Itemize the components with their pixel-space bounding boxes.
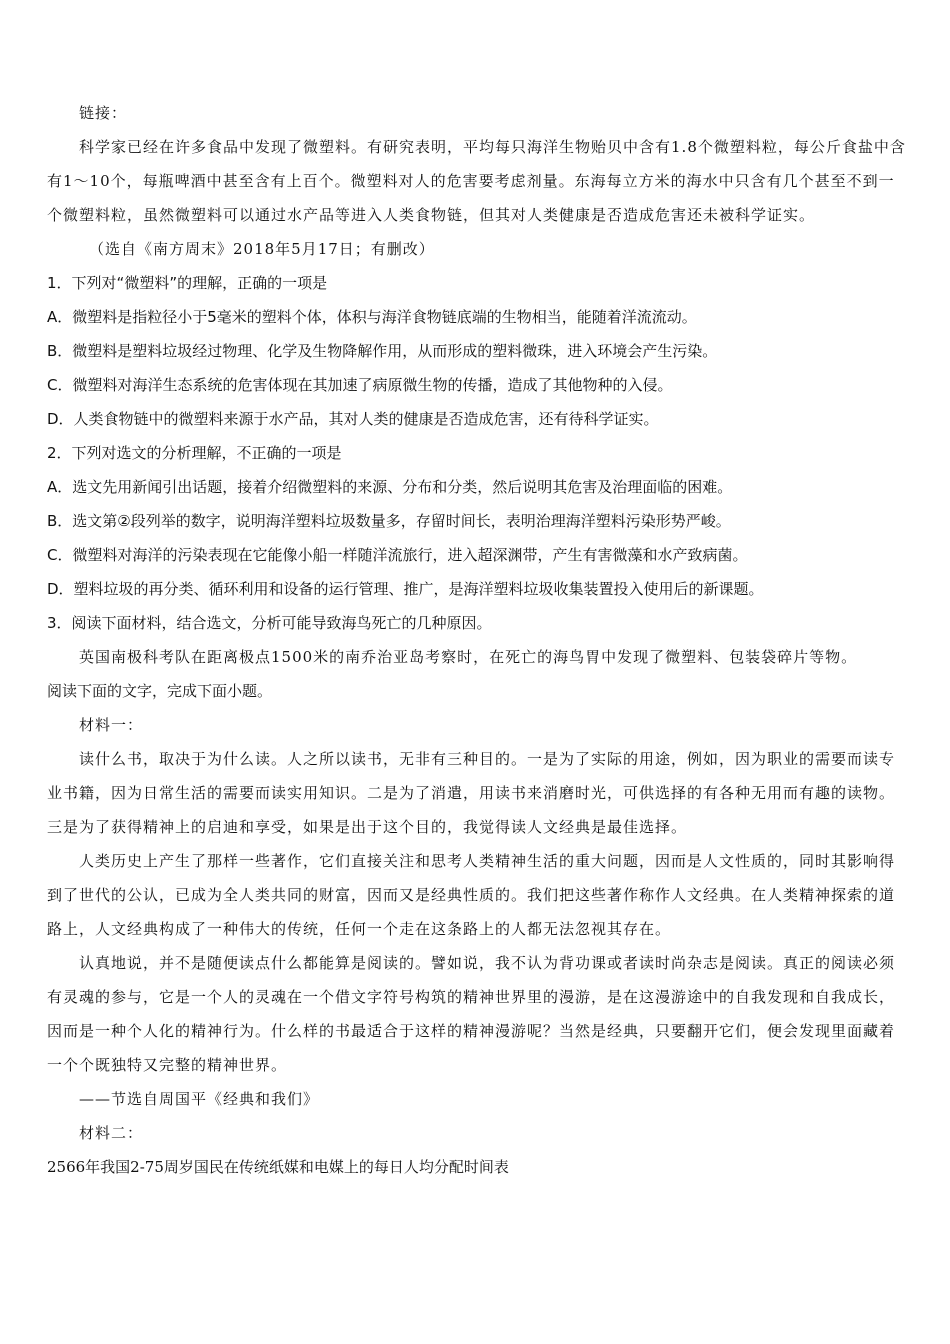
question-2-option-c: C．微塑料对海洋的污染表现在它能像小船一样随洋流旅行，进入超深渊带，产生有害微藻和水产致病菌。 xyxy=(47,546,748,564)
question-1-option-a: A．微塑料是指粒径小于5毫米的塑料个体，体积与海洋食物链底端的生物相当，能随着洋流流动。 xyxy=(47,308,697,326)
material-1-attribution: ——节选自周国平《经典和我们》 xyxy=(79,1090,320,1108)
material-1-heading: 材料一： xyxy=(79,716,144,734)
question-2-option-d: D．塑料垃圾的再分类、循环利用和设备的运行管理、推广，是海洋塑料垃圾收集装置投入使用后的新课题。 xyxy=(47,580,764,598)
material-1-paragraph-2: 人类历史上产生了那样一些著作，它们直接关注和思考人类精神生活的重大问题，因而是人文性质的，同时其影响得到了世代的公认，已成为全人类共同的财富，因而又是经典性质的。我们把这些著作称作人文经典。在人类精神探索的道路上，人文经典构成了一种伟大的传统，任何一个走在这条路上的人都无法忽视其存在。 xyxy=(47,852,896,938)
material-1-paragraph-1: 读什么书，取决于为什么读。人之所以读书，无非有三种目的。一是为了实际的用途，例如，因为职业的需要而读专业书籍，因为日常生活的需要而读实用知识。二是为了消遣，用读书来消磨时光，可供选择的有各种无用而有趣的读物。三是为了获得精神上的启迪和享受，如果是出于这个目的，我觉得读人文经典是最佳选择。 xyxy=(47,750,896,836)
question-1-option-b: B．微塑料是塑料垃圾经过物理、化学及生物降解作用，从而形成的塑料微珠，进入环境会产生污染。 xyxy=(47,342,718,360)
link-heading: 链接： xyxy=(79,104,128,122)
table-caption: 2566年我国2-75周岁国民在传统纸媒和电媒上的每日人均分配时间表 xyxy=(47,1158,509,1176)
question-1-stem: 1．下列对“微塑料”的理解，正确的一项是 xyxy=(47,274,328,292)
reading-instruction: 阅读下面的文字，完成下面小题。 xyxy=(47,682,273,700)
material-2-heading: 材料二： xyxy=(79,1124,144,1142)
question-1-option-c: C．微塑料对海洋生态系统的危害体现在其加速了病原微生物的传播，造成了其他物种的入侵。 xyxy=(47,376,673,394)
question-2-stem: 2．下列对选文的分析理解，不正确的一项是 xyxy=(47,444,342,462)
question-3-material: 英国南极科考队在距离极点1500米的南乔治亚岛考察时，在死亡的海鸟胃中发现了微塑料、包装袋碎片等物。 xyxy=(79,648,858,666)
question-1-option-d: D．人类食物链中的微塑料来源于水产品，其对人类的健康是否造成危害，还有待科学证实。 xyxy=(47,410,659,428)
question-2-option-a: A．选文先用新闻引出话题，接着介绍微塑料的来源、分布和分类，然后说明其危害及治理面临的困难。 xyxy=(47,478,733,496)
question-3-stem: 3．阅读下面材料，结合选文，分析可能导致海鸟死亡的几种原因。 xyxy=(47,614,492,632)
document-page xyxy=(47,96,909,1184)
material-1-paragraph-3: 认真地说，并不是随便读点什么都能算是阅读的。譬如说，我不认为背功课或者读时尚杂志是阅读。真正的阅读必须有灵魂的参与，它是一个人的灵魂在一个借文字符号构筑的精神世界里的漫游，是在这漫游途中的自我发现和自我成长，因而是一种个人化的精神行为。什么样的书最适合于这样的精神漫游呢？当然是经典，只要翻开它们，便会发现里面藏着一个个既独特又完整的精神世界。 xyxy=(47,954,896,1074)
question-2-option-b: B．选文第②段列举的数字，说明海洋塑料垃圾数量多，存留时间长，表明治理海洋塑料污染形势严峻。 xyxy=(47,512,731,530)
link-source: （选自《南方周末》2018年5月17日；有删改） xyxy=(89,240,435,258)
link-paragraph: 科学家已经在许多食品中发现了微塑料。有研究表明，平均每只海洋生物贻贝中含有1.8个微塑料粒，每公斤食盐中含有1～10个，每瓶啤酒中甚至含有上百个。微塑料对人的危害要考虑剂量。东海每立方米的海水中只含有几个甚至不到一个微塑料粒，虽然微塑料可以通过水产品等进入人类食物链，但其对人类健康是否造成危害还未被科学证实。 xyxy=(47,138,906,224)
